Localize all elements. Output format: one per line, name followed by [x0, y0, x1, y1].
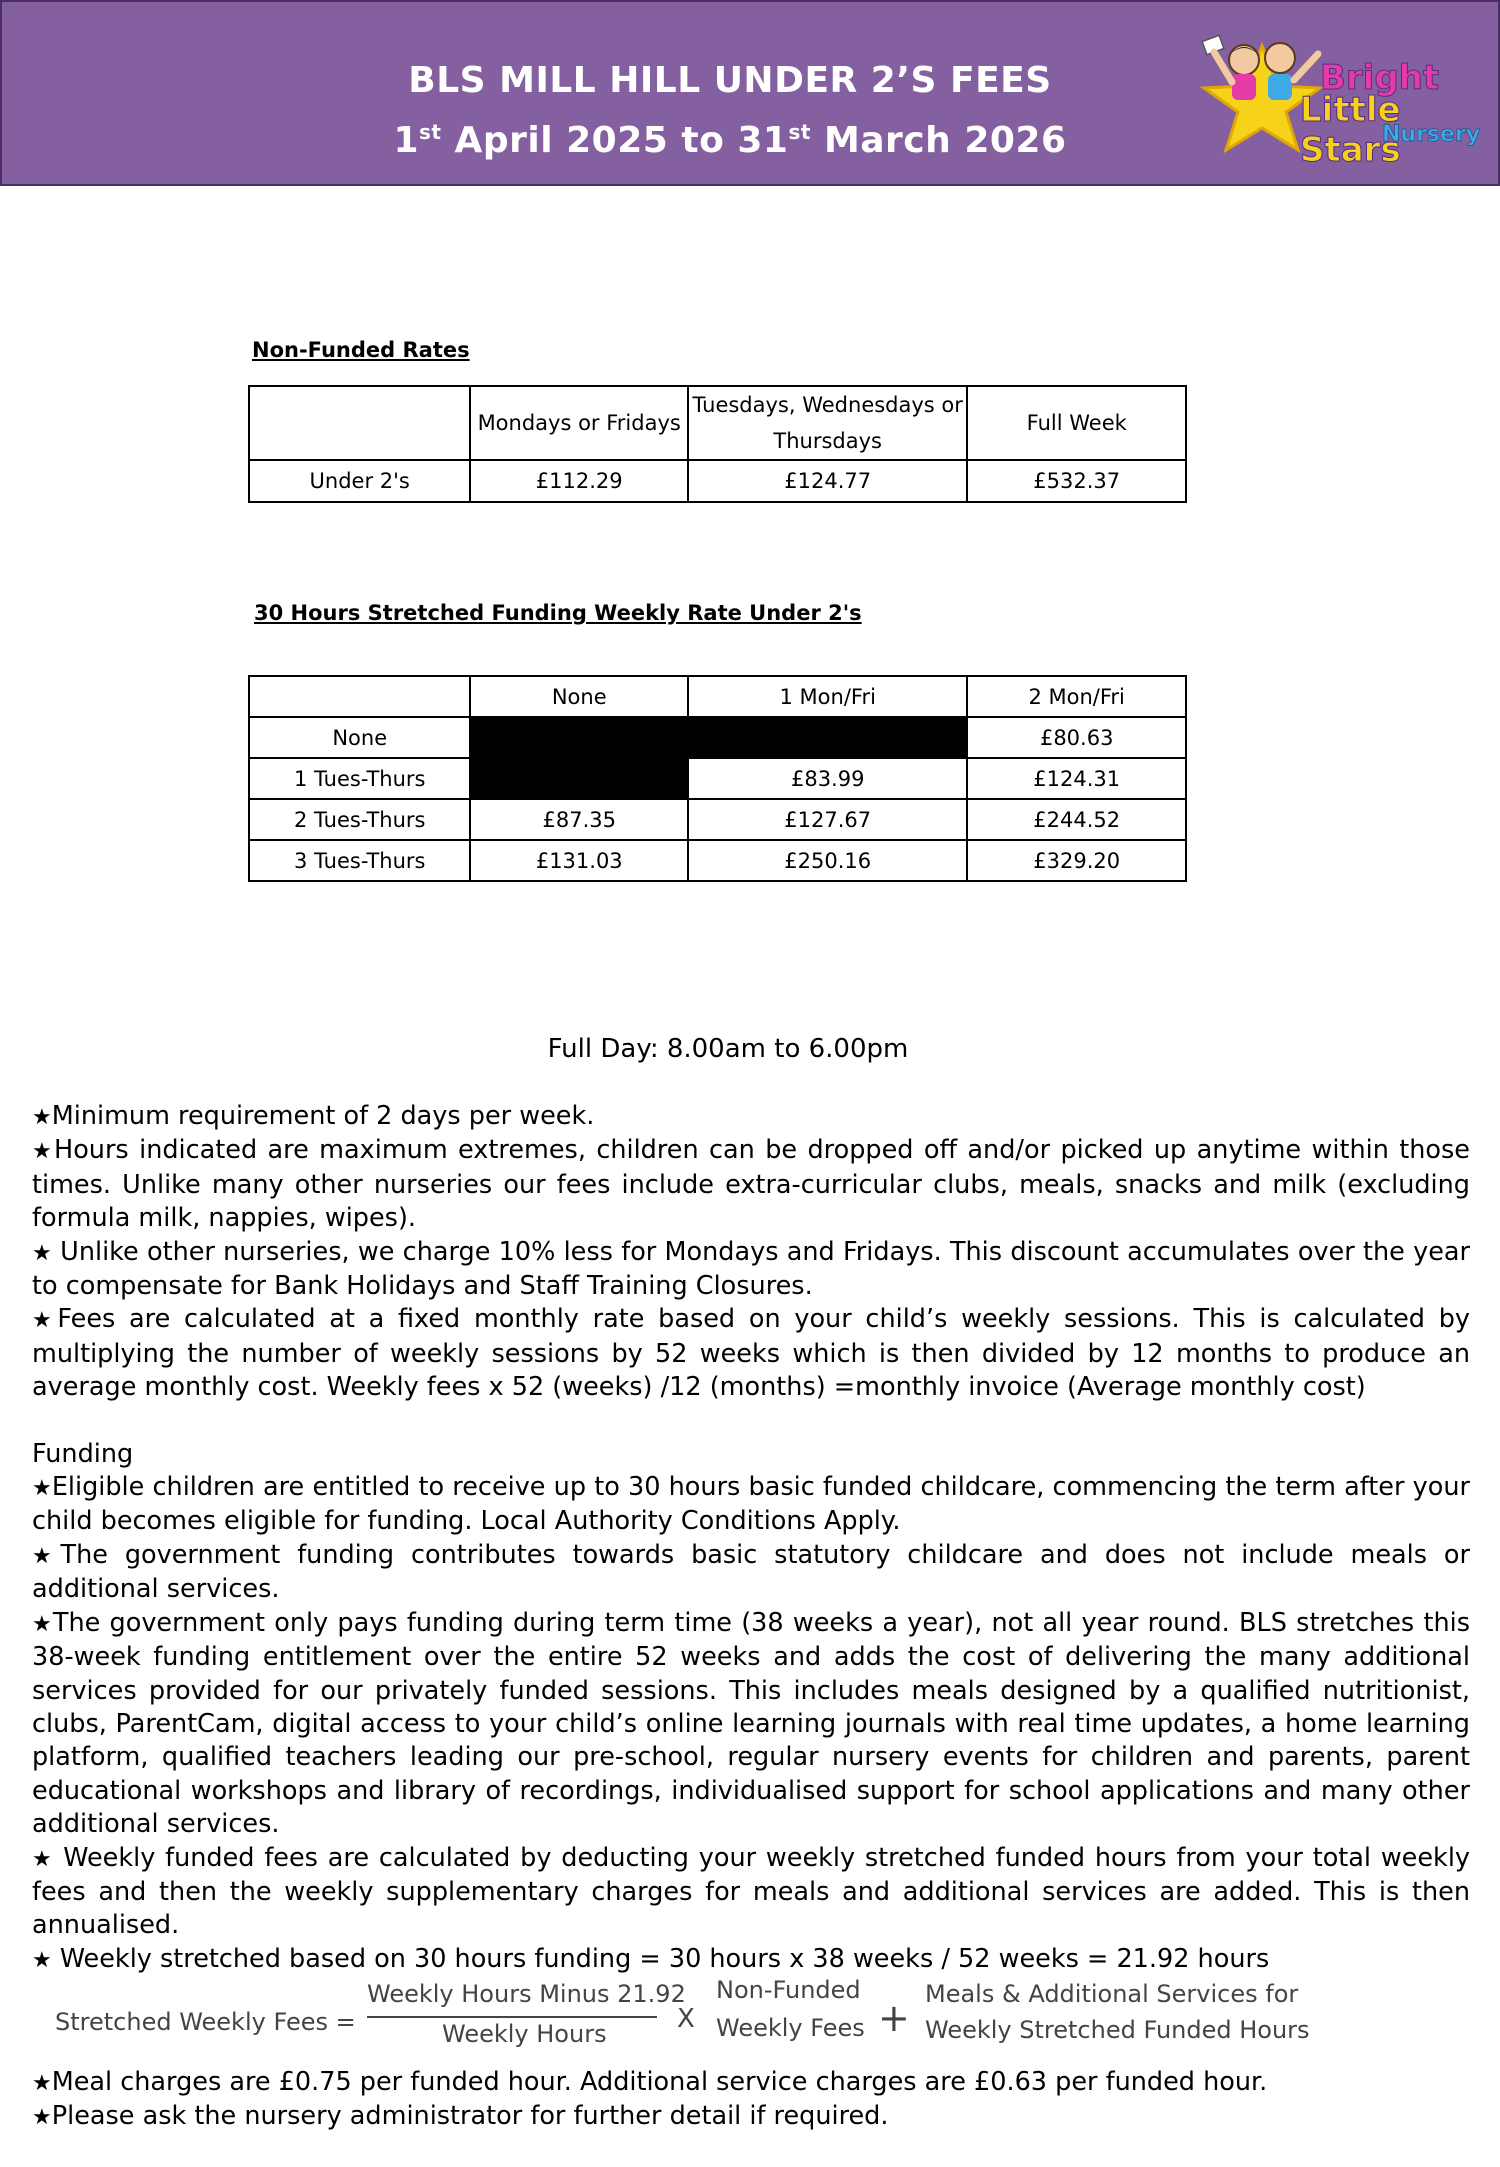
header-cell: None — [470, 676, 688, 717]
header-cell: Full Week — [967, 386, 1186, 460]
table-cell: £87.35 — [470, 799, 688, 840]
meals-services-line1: Meals & Additional Services for — [925, 1980, 1299, 2008]
table-cell: £127.67 — [688, 799, 967, 840]
blacked-out-cell — [470, 717, 688, 758]
non-funded-line2: Weekly Fees — [716, 2014, 865, 2042]
formula-lhs: Stretched Weekly Fees = — [55, 2008, 356, 2036]
nursery-logo — [1182, 24, 1482, 170]
table-cell: £329.20 — [967, 840, 1186, 881]
full-day-hours: Full Day: 8.00am to 6.00pm — [547, 1034, 909, 1064]
list-item: ★Minimum requirement of 2 days per week. — [32, 1101, 595, 1131]
list-item: ★Fees are calculated at a fixed monthly rate based on your child’s weekly sessions. This is calculated by multiplying the number of weekly sessions by 52 weeks which is then divided by 12 months to produce an average monthly cost. Weekly fees x 52 (weeks) /12 (months) =monthly invoice (Average monthly cost) — [32, 1304, 1470, 1403]
footer-notes — [32, 2066, 1470, 2135]
table-cell: £244.52 — [967, 799, 1186, 840]
plus-sign: + — [878, 1996, 910, 2040]
non-funded-table — [248, 385, 1187, 503]
header-cell — [249, 676, 470, 717]
row-label: 3 Tues-Thurs — [249, 840, 470, 881]
list-item: ★The government funding contributes towards basic statutory childcare and does not include meals or additional services. — [32, 1539, 1470, 1605]
table-cell: £124.77 — [688, 460, 967, 502]
header-cell: Mondays or Fridays — [470, 386, 688, 460]
row-label: 2 Tues-Thurs — [249, 799, 470, 840]
list-item: ★Eligible children are entitled to receive up to 30 hours basic funded childcare, commencing the term after your child becomes eligible for funding. Local Authority Conditions Apply. — [32, 1472, 1470, 1537]
table-row — [249, 799, 1186, 840]
table-header-row — [249, 676, 1186, 717]
star-icon: ★ — [32, 1308, 58, 1334]
star-icon: ★ — [32, 1476, 52, 1502]
list-item: ★Please ask the nursery administrator for further detail if required. — [32, 2101, 889, 2132]
header-cell — [249, 386, 470, 460]
list-item: ★Meal charges are £0.75 per funded hour. Additional service charges are £0.63 per funded hour. — [32, 2067, 1268, 2097]
formula-numerator: Weekly Hours Minus 21.92 — [367, 1980, 686, 2008]
star-icon: ★ — [32, 1105, 52, 1130]
list-item: ★ Weekly funded fees are calculated by deducting your weekly stretched funded hours from your total weekly fees and then the weekly supplementary charges for meals and additional services are added. This is then annualised. — [32, 1842, 1470, 1941]
table-row — [249, 717, 1186, 758]
table-header-row — [249, 386, 1186, 460]
date-range: 1st April 2025 to 31st March 2026 — [393, 120, 1067, 161]
table-cell: £83.99 — [688, 758, 967, 799]
stretched-funding-table — [248, 675, 1187, 882]
fees-notes — [32, 1100, 1470, 1977]
star-icon: ★ — [32, 1846, 54, 1872]
formula-denominator: Weekly Hours — [442, 2020, 607, 2048]
list-item: ★ Unlike other nurseries, we charge 10% less for Mondays and Fridays. This discount accumulates over the year to compensate for Bank Holidays and Staff Training Closures. — [32, 1236, 1470, 1302]
logo-nursery-text: Nursery — [1382, 122, 1481, 147]
table-cell: £250.16 — [688, 840, 967, 881]
logo-bright-text: Bright — [1320, 58, 1440, 98]
table-row — [249, 840, 1186, 881]
non-funded-line1: Non-Funded — [716, 1976, 861, 2004]
table-row — [249, 460, 1186, 502]
star-icon: ★ — [32, 1139, 55, 1165]
table-cell: £80.63 — [967, 717, 1186, 758]
list-item: ★ Weekly stretched based on 30 hours funding = 30 hours x 38 weeks / 52 weeks = 21.92 hours — [32, 1943, 1270, 1974]
star-icon: ★ — [32, 1240, 52, 1266]
star-icon: ★ — [32, 2071, 52, 2096]
row-label: None — [249, 717, 470, 758]
table-cell: £131.03 — [470, 840, 688, 881]
header-cell: 2 Mon/Fri — [967, 676, 1186, 717]
star-icon: ★ — [32, 1947, 52, 1973]
header-band — [0, 0, 1500, 186]
blacked-out-cell — [688, 717, 967, 758]
row-label: Under 2's — [249, 460, 470, 502]
table-cell: £532.37 — [967, 460, 1186, 502]
funding-heading: Funding — [32, 1438, 134, 1469]
stretched-fees-formula — [55, 1976, 1355, 2056]
table-row — [249, 758, 1186, 799]
list-item: ★The government only pays funding during term time (38 weeks a year), not all year round. BLS stretches this 38-week funding entitlement over the entire 52 weeks and adds the cost of delivering the many additional services provided for our privately funded sessions. This includes meals designed by a qualified nutritionist, clubs, ParentCam, digital access to your child’s online learning journals with real time updates, a home learning platform, qualified teachers leading our pre-school, regular nursery events for children and parents, parent educational workshops and library of recordings, individualised support for school applications and many other additional services. — [32, 1607, 1470, 1840]
table-cell: £124.31 — [967, 758, 1186, 799]
star-icon: ★ — [32, 2105, 52, 2131]
multiply-sign: X — [677, 2004, 695, 2034]
header-cell: 1 Mon/Fri — [688, 676, 967, 717]
meals-services-line2: Weekly Stretched Funded Hours — [925, 2016, 1310, 2044]
non-funded-label: Non-Funded Rates — [252, 338, 470, 362]
fraction-bar — [367, 2016, 657, 2018]
blacked-out-cell — [470, 758, 688, 799]
star-icon: ★ — [32, 1543, 61, 1569]
header-cell: Tuesdays, Wednesdays or Thursdays — [688, 386, 967, 460]
list-item: ★Hours indicated are maximum extremes, children can be dropped off and/or picked up anytime within those times. Unlike many other nurseries our fees include extra-curricular clubs, meals, snacks and milk (excluding formula milk, nappies, wipes). — [32, 1135, 1470, 1234]
star-icon: ★ — [32, 1611, 53, 1637]
logo-little-stars-text: Little Stars — [1300, 90, 1401, 170]
table-cell: £112.29 — [470, 460, 688, 502]
stretched-funding-label: 30 Hours Stretched Funding Weekly Rate Under 2's — [254, 601, 862, 625]
row-label: 1 Tues-Thurs — [249, 758, 470, 799]
page-title: BLS MILL HILL UNDER 2’S FEES — [408, 60, 1052, 101]
